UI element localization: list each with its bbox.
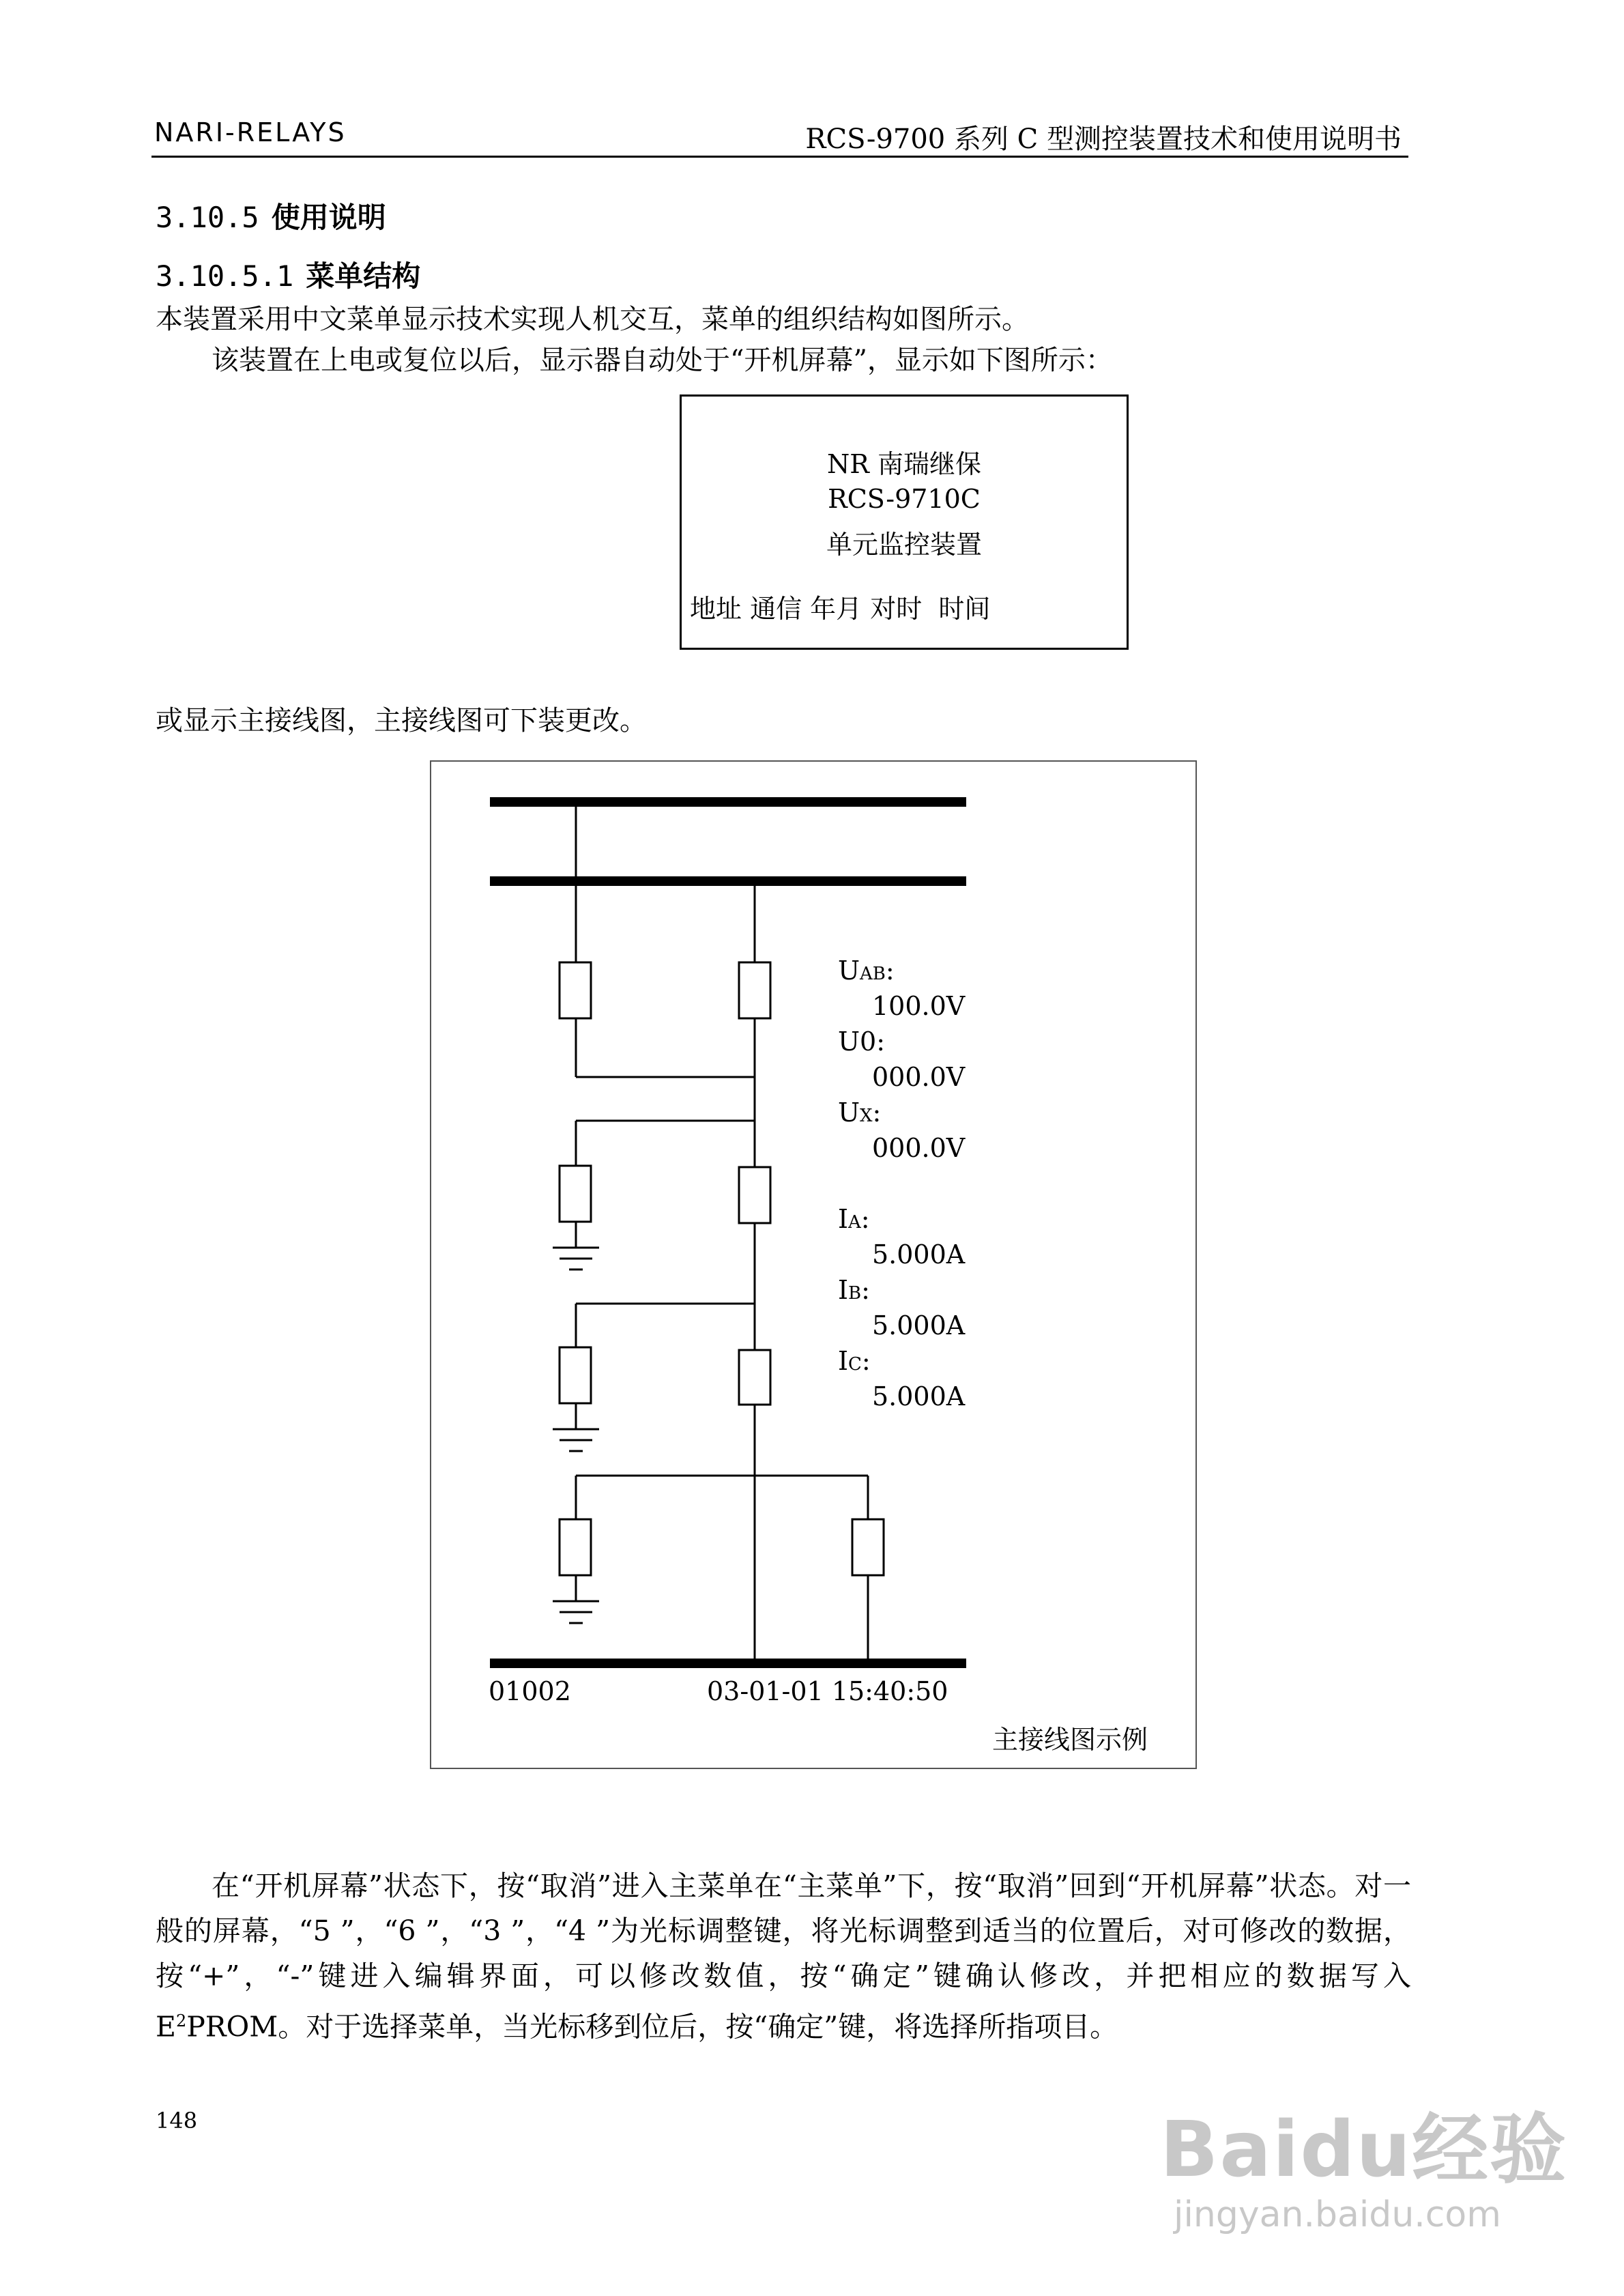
header-right-title: RCS-9700 系列 C 型测控装置技术和使用说明书: [805, 124, 1402, 155]
subsection-title: 菜单结构: [306, 259, 421, 293]
body-paragraph: [156, 1863, 1411, 2050]
startup-line-brand: NR 南瑞继保: [827, 449, 981, 479]
ic-value: 5.000A: [872, 1381, 966, 1411]
startup-line-model: RCS-9710C: [828, 484, 981, 514]
left-feeder-breaker: [560, 962, 591, 1018]
page-number: 148: [156, 2108, 198, 2134]
ux-value: 000.0V: [872, 1133, 966, 1163]
startup-screen: [680, 394, 1129, 650]
right-branch-element: [852, 1519, 884, 1575]
header-left-title: NARI-RELAYS: [154, 117, 347, 147]
ground-branch-1-element: [560, 1166, 591, 1222]
startup-softkeys: 地址 通信 年月 对时 时间: [690, 594, 991, 624]
baidu-watermark: [1160, 2089, 1567, 2235]
ground-branch-3-element: [560, 1519, 591, 1575]
main-breaker-1: [739, 962, 770, 1018]
device-address: 01002: [489, 1676, 571, 1706]
section-heading: [156, 195, 386, 236]
header-divider: [151, 156, 1408, 158]
main-breaker-3: [739, 1350, 770, 1405]
u0-value: 000.0V: [872, 1062, 966, 1092]
uab-label: UAB:: [838, 956, 895, 986]
main-wiring-diagram: [430, 760, 1197, 1769]
u0-label: U0:: [838, 1027, 886, 1057]
subsection-heading: [156, 254, 420, 295]
ux-label: UX:: [838, 1097, 882, 1128]
main-breaker-2: [739, 1167, 770, 1223]
ib-label: IB:: [838, 1275, 870, 1305]
startup-line-device: 单元监控装置: [826, 530, 982, 560]
device-datetime: 03-01-01 15:40:50: [707, 1676, 948, 1706]
watermark-brand: Baidu经验: [1160, 2106, 1568, 2194]
busbar-bottom: [490, 1659, 966, 1668]
watermark-url: jingyan.baidu.com: [1174, 2194, 1501, 2235]
section-number: 3.10.5: [156, 201, 259, 234]
uab-value: 100.0V: [872, 991, 966, 1021]
ground-branch-2-element: [560, 1347, 591, 1403]
ia-label: IA:: [838, 1204, 870, 1234]
intro-line-2: 该装置在上电或复位以后，显示器自动处于“开机屏幕”，显示如下图所示：: [212, 345, 1113, 376]
ic-label: IC:: [838, 1346, 871, 1376]
diagram-caption: 主接线图示例: [992, 1725, 1148, 1755]
alt-display-text: 或显示主接线图，主接线图可下装更改。: [156, 705, 647, 736]
intro-line-1: 本装置采用中文菜单显示技术实现人机交互，菜单的组织结构如图所示。: [156, 304, 1029, 335]
ia-value: 5.000A: [872, 1239, 966, 1269]
wiring-diagram-svg: [431, 762, 1195, 1768]
busbar-second: [490, 876, 966, 886]
section-title: 使用说明: [271, 201, 386, 234]
ib-value: 5.000A: [872, 1310, 966, 1340]
busbar-top: [490, 797, 966, 807]
body-paragraph-text: 在“开机屏幕”状态下，按“取消”进入主菜单在“主菜单”下，按“取消”回到“开机屏幕”状态。对一般的屏幕，“5 ”，“6 ”，“3 ”，“4 ”为光标调整键，将光标调整到适当的位置后，对可修改的数据，按“+”，“-”键进入编辑界面，可以修改数值，按“确定”键确认修改，并把相应的数据写入 $E^2PROM$。对于选择菜单，当光标移到位后，按“确定”键，将选择所指项目。: [156, 1869, 1411, 2043]
subsection-number: 3.10.5.1: [156, 259, 294, 293]
